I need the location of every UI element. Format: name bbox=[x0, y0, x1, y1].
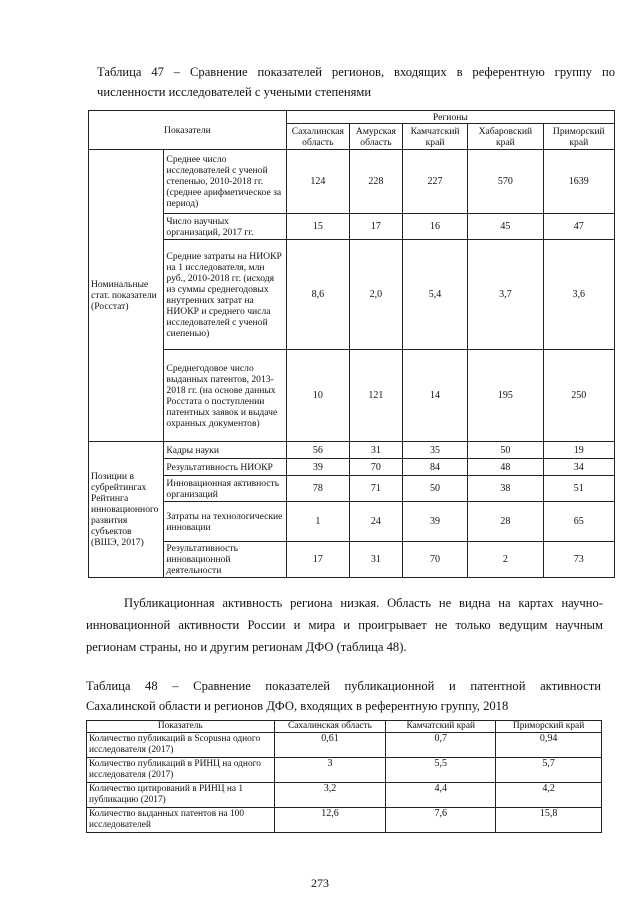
header-regions: Регионы bbox=[286, 111, 614, 124]
indicator-label: Средние затраты на НИОКР на 1 исследователя, млн руб., 2010-2018 гг. (исходя из суммы среднегодовых внутренних затрат на НИОКР и среднего числа исследователей с ученой сиепенью) bbox=[164, 240, 286, 350]
group-label: Позиции в субрейтингах Рейтинга инновационного развития субъектов (ВШЭ, 2017) bbox=[89, 442, 164, 578]
value-cell: 39 bbox=[286, 459, 349, 476]
value-cell: 38 bbox=[468, 476, 543, 502]
table-row bbox=[89, 350, 615, 442]
value-cell: 124 bbox=[286, 150, 349, 214]
table-row bbox=[89, 476, 615, 502]
value-cell: 2,0 bbox=[349, 240, 402, 350]
indicator-label: Количество цитирований в РИНЦ на 1 публикацию (2017) bbox=[87, 783, 275, 808]
value-cell: 45 bbox=[468, 214, 543, 240]
value-cell: 19 bbox=[543, 442, 614, 459]
value-cell: 50 bbox=[468, 442, 543, 459]
value-cell: 121 bbox=[349, 350, 402, 442]
value-cell: 71 bbox=[349, 476, 402, 502]
value-cell: 70 bbox=[402, 542, 467, 578]
value-cell: 16 bbox=[402, 214, 467, 240]
indicator-label: Количество публикаций в РИНЦ на одного исследователя (2017) bbox=[87, 758, 275, 783]
region-header: Сахалинская область bbox=[286, 124, 349, 150]
value-cell: 228 bbox=[349, 150, 402, 214]
table-row bbox=[87, 758, 602, 783]
value-cell: 0,94 bbox=[496, 733, 602, 758]
table-47 bbox=[88, 110, 615, 578]
region-header: Приморский край bbox=[543, 124, 614, 150]
table-row bbox=[89, 442, 615, 459]
value-cell: 47 bbox=[543, 214, 614, 240]
value-cell: 5,4 bbox=[402, 240, 467, 350]
value-cell: 39 bbox=[402, 502, 467, 542]
value-cell: 0,7 bbox=[386, 733, 496, 758]
value-cell: 0,61 bbox=[274, 733, 386, 758]
region-header: Амурская область bbox=[349, 124, 402, 150]
value-cell: 5,5 bbox=[386, 758, 496, 783]
value-cell: 195 bbox=[468, 350, 543, 442]
value-cell: 8,6 bbox=[286, 240, 349, 350]
value-cell: 5,7 bbox=[496, 758, 602, 783]
table-48-caption-line1: Таблица 48 – Сравнение показателей публикационной и патентной активности bbox=[86, 679, 601, 693]
indicator-label: Среднегодовое число выданных патентов, 2013-2018 гг. (на основе данных Росстата о поступлении патентных заявок и выдаче охранных документов) bbox=[164, 350, 286, 442]
value-cell: 3,7 bbox=[468, 240, 543, 350]
value-cell: 31 bbox=[349, 542, 402, 578]
value-cell: 35 bbox=[402, 442, 467, 459]
value-cell: 56 bbox=[286, 442, 349, 459]
indicator-label: Результативность инновационной деятельности bbox=[164, 542, 286, 578]
value-cell: 34 bbox=[543, 459, 614, 476]
indicator-label: Инновационная активность организаций bbox=[164, 476, 286, 502]
value-cell: 250 bbox=[543, 350, 614, 442]
value-cell: 73 bbox=[543, 542, 614, 578]
page-number: 273 bbox=[311, 876, 329, 890]
value-cell: 15,8 bbox=[496, 808, 602, 833]
value-cell: 17 bbox=[286, 542, 349, 578]
value-cell: 4,4 bbox=[386, 783, 496, 808]
value-cell: 12,6 bbox=[274, 808, 386, 833]
table-48 bbox=[86, 720, 602, 833]
indicator-label: Затраты на технологические инновации bbox=[164, 502, 286, 542]
table-48-header: Приморский край bbox=[496, 721, 602, 733]
table-row bbox=[89, 502, 615, 542]
table-48-header: Показатель bbox=[87, 721, 275, 733]
value-cell: 14 bbox=[402, 350, 467, 442]
value-cell: 2 bbox=[468, 542, 543, 578]
indicator-label: Количество выданных патентов на 100 исследователей bbox=[87, 808, 275, 833]
table-row bbox=[87, 808, 602, 833]
table-row bbox=[89, 150, 615, 214]
value-cell: 48 bbox=[468, 459, 543, 476]
table-47-caption-line1: Таблица 47 – Сравнение показателей регионов, входящих в референтную группу по bbox=[97, 65, 615, 79]
value-cell: 1 bbox=[286, 502, 349, 542]
table-row bbox=[87, 783, 602, 808]
value-cell: 10 bbox=[286, 350, 349, 442]
value-cell: 17 bbox=[349, 214, 402, 240]
value-cell: 570 bbox=[468, 150, 543, 214]
indicator-label: Результативность НИОКР bbox=[164, 459, 286, 476]
table-47-caption bbox=[97, 62, 615, 102]
value-cell: 70 bbox=[349, 459, 402, 476]
value-cell: 15 bbox=[286, 214, 349, 240]
value-cell: 1639 bbox=[543, 150, 614, 214]
value-cell: 78 bbox=[286, 476, 349, 502]
table-48-caption bbox=[86, 676, 601, 716]
table-row bbox=[89, 459, 615, 476]
table-48-caption-line2: Сахалинской области и регионов ДФО, входящих в референтную группу, 2018 bbox=[86, 699, 509, 713]
indicator-label: Кадры науки bbox=[164, 442, 286, 459]
value-cell: 24 bbox=[349, 502, 402, 542]
table-row bbox=[89, 214, 615, 240]
value-cell: 227 bbox=[402, 150, 467, 214]
region-header: Хабаровский край bbox=[468, 124, 543, 150]
value-cell: 3,2 bbox=[274, 783, 386, 808]
value-cell: 51 bbox=[543, 476, 614, 502]
indicator-label: Число научных организаций, 2017 гг. bbox=[164, 214, 286, 240]
value-cell: 84 bbox=[402, 459, 467, 476]
group-label: Номинальные стат. показатели (Росстат) bbox=[89, 150, 164, 442]
value-cell: 28 bbox=[468, 502, 543, 542]
value-cell: 65 bbox=[543, 502, 614, 542]
value-cell: 3 bbox=[274, 758, 386, 783]
table-row bbox=[87, 733, 602, 758]
table-47-caption-line2: численности исследователей с учеными степенями bbox=[97, 85, 372, 99]
value-cell: 50 bbox=[402, 476, 467, 502]
value-cell: 4,2 bbox=[496, 783, 602, 808]
value-cell: 7,6 bbox=[386, 808, 496, 833]
table-48-header: Сахалинская область bbox=[274, 721, 386, 733]
region-header: Камчатский край bbox=[402, 124, 467, 150]
indicator-label: Количество публикаций в Scopusна одного исследователя (2017) bbox=[87, 733, 275, 758]
header-indicators: Показатели bbox=[89, 111, 287, 150]
table-row bbox=[89, 240, 615, 350]
indicator-label: Среднее число исследователей с ученой степенью, 2010-2018 гг. (среднее арифметическое за период) bbox=[164, 150, 286, 214]
value-cell: 3,6 bbox=[543, 240, 614, 350]
body-paragraph: Публикационная активность региона низкая. Область не видна на картах научно-инновационной активности России и мира и проигрывает не только ведущим научным регионам страны, но и другим регионам ДФО (таблица 48). bbox=[86, 596, 603, 654]
table-48-header: Камчатский край bbox=[386, 721, 496, 733]
table-row bbox=[89, 542, 615, 578]
value-cell: 31 bbox=[349, 442, 402, 459]
